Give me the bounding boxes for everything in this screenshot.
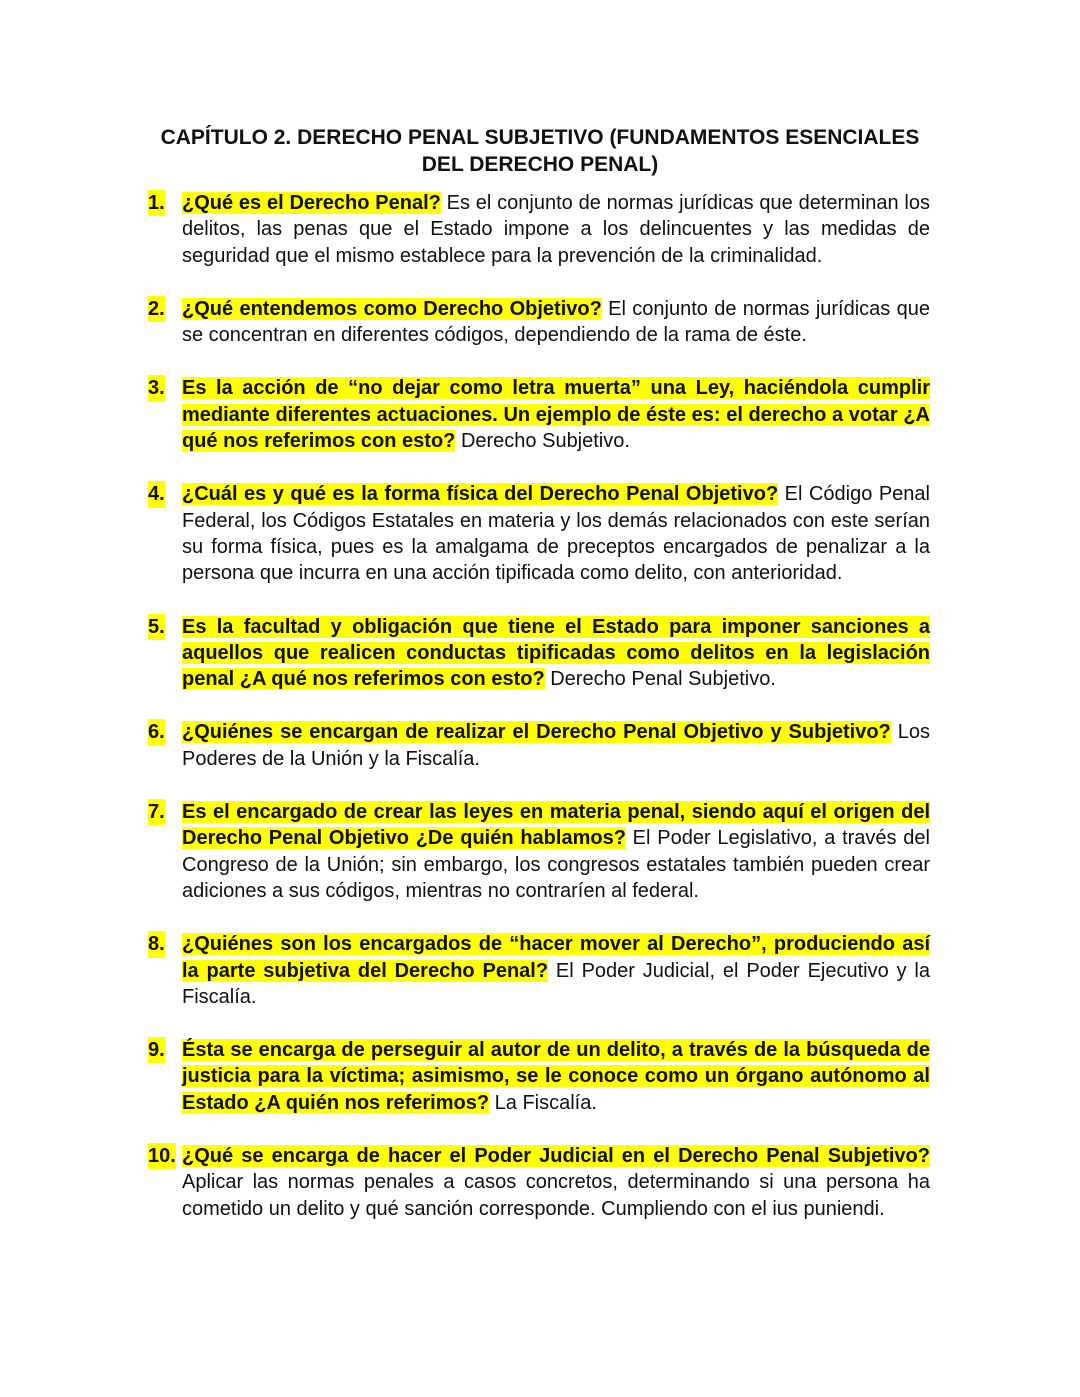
item-number: 2. bbox=[148, 296, 165, 322]
item-number: 3. bbox=[148, 375, 165, 401]
list-item bbox=[148, 190, 930, 269]
question-text: ¿Quiénes son los encargados de “hacer mover al Derecho”, produciendo así la parte subjetiva del Derecho Penal? bbox=[182, 933, 930, 982]
question-text: Ésta se encarga de perseguir al autor de un delito, a través de la búsqueda de justicia para la víctima; asimismo, se le conoce como un órgano autónomo al Estado ¿A quién nos referimos? bbox=[182, 1039, 930, 1114]
question-text: Es el encargado de crear las leyes en materia penal, siendo aquí el origen del Derecho Penal Objetivo ¿De quién hablamos? bbox=[182, 801, 930, 850]
list-item bbox=[148, 1143, 930, 1222]
question-list bbox=[148, 190, 930, 1249]
answer-text: El Poder Judicial, el Poder Ejecutivo y la Fiscalía. bbox=[182, 959, 930, 1008]
answer-text: Es el conjunto de normas jurídicas que determinan los delitos, las penas que el Estado impone a los delincuentes y las medidas de seguridad que el mismo establece para la prevención de la criminalidad. bbox=[182, 192, 930, 267]
answer-text: El Código Penal Federal, los Códigos Estatales en materia y los demás relacionados con este serían su forma física, pues es la amalgama de preceptos encargados de penalizar a la persona que incurra en una acción tipificada como delito, con anterioridad. bbox=[182, 483, 930, 585]
list-item bbox=[148, 799, 930, 904]
question-text: ¿Cuál es y qué es la forma física del Derecho Penal Objetivo? bbox=[182, 483, 779, 506]
answer-text: La Fiscalía. bbox=[489, 1091, 597, 1114]
item-number: 4. bbox=[148, 481, 165, 507]
list-item bbox=[148, 481, 930, 586]
item-number: 1. bbox=[148, 190, 165, 216]
list-item bbox=[148, 931, 930, 1010]
answer-text: Los Poderes de la Unión y la Fiscalía. bbox=[182, 721, 930, 770]
list-item bbox=[148, 1037, 930, 1116]
list-item bbox=[148, 719, 930, 772]
answer-text: Derecho Penal Subjetivo. bbox=[544, 668, 776, 691]
answer-text: Derecho Subjetivo. bbox=[455, 430, 630, 453]
question-text: ¿Qué entendemos como Derecho Objetivo? bbox=[182, 297, 602, 320]
answer-text: El Poder Legislativo, a través del Congreso de la Unión; sin embargo, los congresos estatales también pueden crear adiciones a sus códigos, mientras no contraríen al federal. bbox=[182, 827, 931, 902]
answer-text: Aplicar las normas penales a casos concretos, determinando si una persona ha cometido un delito y qué sanción corresponde. Cumpliendo con el ius puniendi. bbox=[182, 1171, 930, 1220]
list-item bbox=[148, 614, 930, 693]
item-number: 10. bbox=[148, 1143, 176, 1169]
question-text: ¿Quiénes se encargan de realizar el Derecho Penal Objetivo y Subjetivo? bbox=[182, 721, 891, 744]
question-text: ¿Qué es el Derecho Penal? bbox=[182, 192, 441, 214]
answer-text: El conjunto de normas jurídicas que se concentran en diferentes códigos, dependiendo de la rama de éste. bbox=[182, 297, 930, 347]
page-title: CAPÍTULO 2. DERECHO PENAL SUBJETIVO (FUNDAMENTOS ESENCIALES DEL DERECHO PENAL) bbox=[160, 126, 920, 176]
question-text: Es la acción de “no dejar como letra muerta” una Ley, haciéndola cumplir mediante diferentes actuaciones. Un ejemplo de éste es: el derecho a votar ¿A qué nos referimos con esto? bbox=[182, 377, 930, 453]
item-number: 7. bbox=[148, 799, 165, 825]
item-number: 6. bbox=[148, 719, 165, 745]
question-text: ¿Qué se encarga de hacer el Poder Judicial en el Derecho Penal Subjetivo? bbox=[182, 1145, 930, 1168]
item-number: 8. bbox=[148, 931, 165, 957]
list-item bbox=[148, 296, 930, 349]
question-text: Es la facultad y obligación que tiene el Estado para imponer sanciones a aquellos que realicen conductas tipificadas como delitos en la legislación penal ¿A qué nos referimos con esto? bbox=[182, 615, 930, 691]
item-number: 5. bbox=[148, 614, 165, 640]
list-item bbox=[148, 375, 930, 454]
item-number: 9. bbox=[148, 1037, 165, 1063]
